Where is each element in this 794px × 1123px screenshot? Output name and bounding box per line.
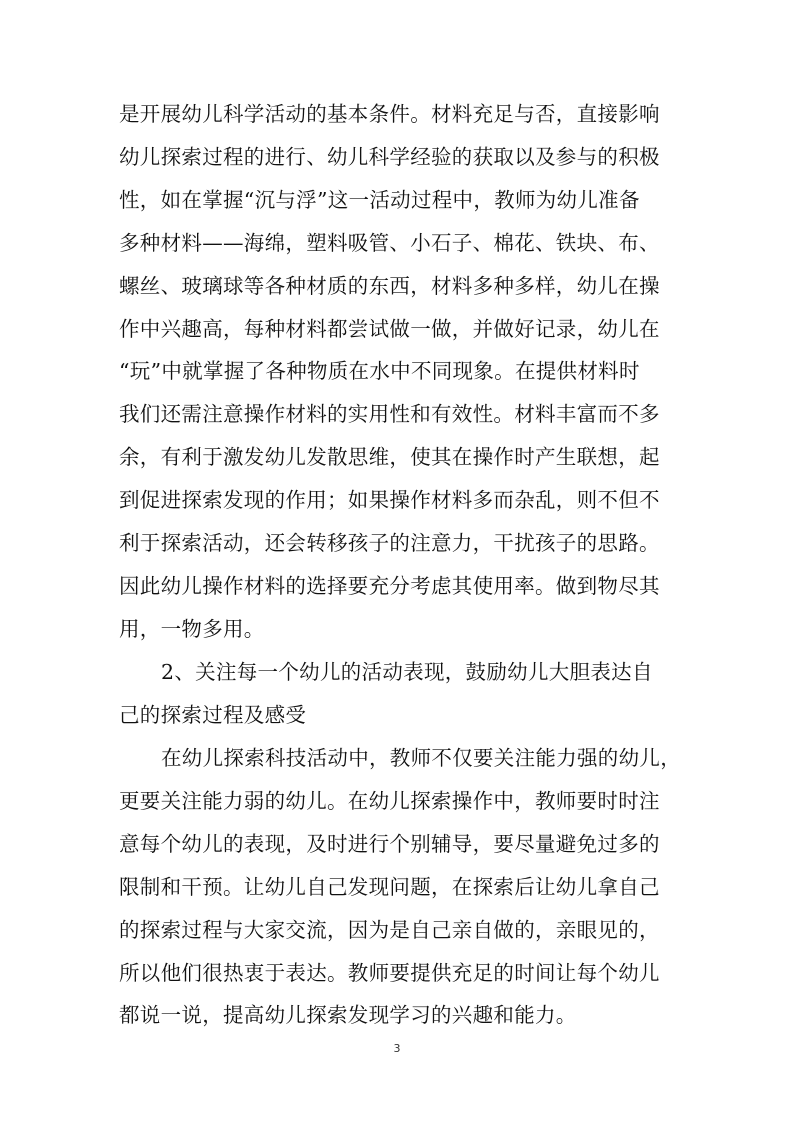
text-line: 都说一说，提高幼儿探索发现学习的兴趣和能力。 (119, 1003, 577, 1027)
text-line: 因此幼儿操作材料的选择要充分考虑其使用率。做到物尽其 (119, 574, 660, 598)
text-line: 在幼儿探索科技活动中，教师不仅要关注能力强的幼儿， (161, 746, 681, 770)
text-line: 的探索过程与大家交流，因为是自己亲自做的，亲眼见的， (119, 918, 660, 942)
text-line: 螺丝、玻璃球等各种材质的东西，材料多种多样，幼儿在操 (119, 274, 660, 298)
text-line: 所以他们很热衷于表达。教师要提供充足的时间让每个幼儿 (119, 961, 660, 985)
text-line: 意每个幼儿的表现，及时进行个别辅导，要尽量避免过多的 (119, 832, 660, 856)
text-line: 我们还需注意操作材料的实用性和有效性。材料丰富而不多 (119, 402, 660, 426)
section-heading-line: 己的探索过程及感受 (119, 703, 307, 727)
text-line: 限制和干预。让幼儿自己发现问题，在探索后让幼儿拿自己 (119, 875, 660, 899)
text-line: 是开展幼儿科学活动的基本条件。材料充足与否，直接影响 (119, 102, 660, 126)
text-line: 更要关注能力弱的幼儿。在幼儿探索操作中，教师要时时注 (119, 789, 660, 813)
section-heading-line: 2、关注每一个幼儿的活动表现，鼓励幼儿大胆表达自 (161, 660, 653, 684)
text-line: 余，有利于激发幼儿发散思维，使其在操作时产生联想，起 (119, 445, 660, 469)
text-line: 幼儿探索过程的进行、幼儿科学经验的获取以及参与的积极 (119, 145, 660, 169)
text-line: 到促进探索发现的作用；如果操作材料多而杂乱，则不但不 (119, 488, 660, 512)
text-line: 作中兴趣高，每种材料都尝试做一做，并做好记录，幼儿在 (119, 317, 660, 341)
page-number: 3 (393, 1042, 401, 1055)
text-line: 多种材料——海绵，塑料吸管、小石子、棉花、铁块、布、 (119, 231, 660, 255)
text-line: 性，如在掌握“沉与浮”这一活动过程中，教师为幼儿准备 (119, 188, 640, 212)
text-line: 用，一物多用。 (119, 617, 265, 641)
text-line: “玩”中就掌握了各种物质在水中不同现象。在提供材料时 (119, 359, 640, 383)
text-line: 利于探索活动，还会转移孩子的注意力，干扰孩子的思路。 (119, 531, 660, 555)
